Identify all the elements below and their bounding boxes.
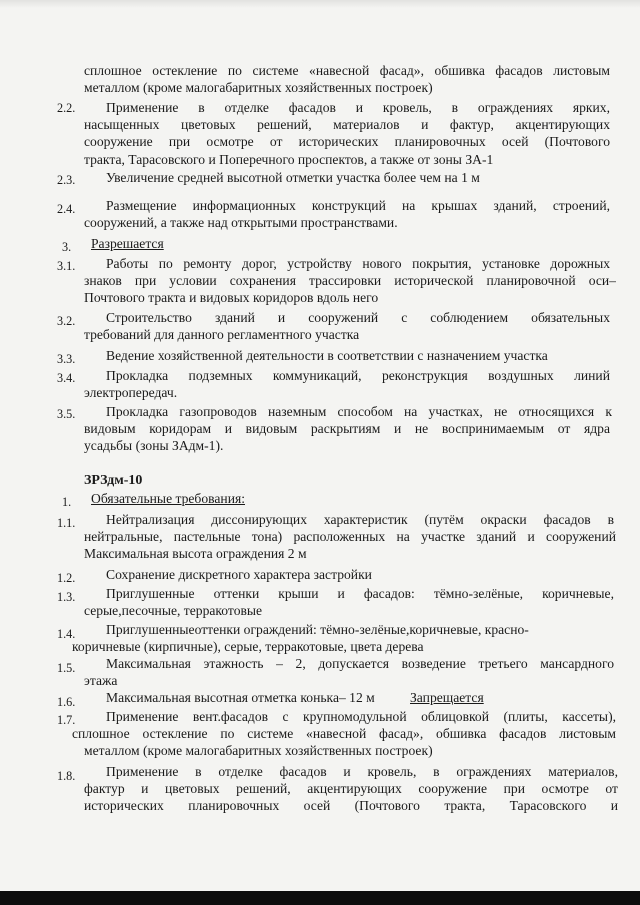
item-number: 2.4. [57, 202, 76, 216]
text-line: насыщенных цветовых решений, материалов и фактур, акцентирующих [84, 117, 610, 132]
item-number: 3.2. [57, 314, 76, 328]
text-line: требований для данного регламентного участка [84, 327, 360, 342]
text-line: Применение в отделке фасадов и кровель, в ограждениях материалов, [106, 764, 618, 779]
text-line: этажа [84, 673, 118, 688]
text-line: коричневые (кирпичные), серые, терракотовые, цвета дерева [72, 639, 424, 654]
inline-heading-prohibited: Запрещается [410, 690, 484, 705]
item-number: 3. [62, 240, 72, 254]
text-line: серые,песочные, терракотовые [84, 603, 263, 618]
text-line: Максимальная высота ограждения 2 м [84, 546, 307, 561]
text-line: сооружение при осмотре от исторических планировочных осей (Почтового [84, 134, 610, 149]
text-line: знаков при условии сохранения трассировки исторической планировочной оси– [84, 273, 616, 288]
item-number: 2.2. [57, 101, 76, 115]
item-number: 3.4. [57, 371, 76, 385]
text-line: Строительство зданий и сооружений с соблюдением обязательных [106, 310, 610, 325]
item-number: 1. [62, 495, 72, 509]
text-line: нейтральные, пастельные тона) расположенных на участке зданий и сооружений [84, 529, 616, 544]
text-line: Прокладка газопроводов наземным способом на участках, не относящихся к [106, 404, 612, 419]
text-line: Ведение хозяйственной деятельности в соответствии с назначением участка [106, 348, 548, 363]
text-line: видовым коридорам и видовым раскрытиям и не воспринимаемым от ядра [84, 421, 610, 436]
item-number: 1.4. [57, 627, 76, 641]
text-line: Максимальная этажность – 2, допускается возведение третьего мансардного [106, 656, 614, 671]
zone-heading: ЗРЗдм-10 [84, 473, 143, 488]
item-number: 1.7. [57, 713, 76, 727]
item-number: 1.5. [57, 661, 76, 675]
item-number: 1.1. [57, 516, 76, 530]
text-line: электропередач. [84, 385, 178, 400]
text-line: Применение в отделке фасадов и кровель, в ограждениях ярких, [106, 100, 610, 115]
text-line: фактур и цветовых решений, акцентирующих сооружение при осмотре от [84, 781, 618, 796]
text-line: Приглушенныеоттенки ограждений: тёмно-зелёные,коричневые, красно- [106, 622, 529, 637]
text-line: Применение вент.фасадов с крупномодульной облицовкой (плиты, кассеты), [106, 709, 616, 724]
item-number: 1.3. [57, 590, 76, 604]
section-heading-allowed: Разрешается [91, 236, 164, 251]
text-line: Максимальная высотная отметка конька– 12 м [106, 690, 375, 705]
text-line: Почтового тракта и видовых коридоров вдоль него [84, 290, 379, 305]
text-line: Нейтрализация диссонирующих характеристик (путём окраски фасадов в [106, 512, 614, 527]
text-line: сплошное остекление по системе «навесной фасад», обшивка фасадов листовым [84, 63, 610, 78]
text-line: Приглушенные оттенки крыши и фасадов: тёмно-зелёные, коричневые, [106, 586, 614, 601]
item-number: 1.2. [57, 571, 76, 585]
item-number: 1.8. [57, 769, 76, 783]
item-number: 2.3. [57, 173, 76, 187]
text-line: тракта, Тарасовского и Поперечного проспектов, а также от зоны ЗА-1 [84, 152, 494, 167]
text-line: Увеличение средней высотной отметки участка более чем на 1 м [106, 170, 480, 185]
section-heading-requirements: Обязательные требования: [91, 491, 245, 506]
text-line: Работы по ремонту дорог, устройству нового покрытия, установке дорожных [106, 256, 610, 271]
item-number: 3.3. [57, 352, 76, 366]
text-line: усадьбы (зоны ЗАдм-1). [84, 438, 224, 453]
item-number: 1.6. [57, 695, 76, 709]
text-line: исторических планировочных осей (Почтового тракта, Тарасовского и [84, 798, 618, 813]
item-number: 3.5. [57, 407, 76, 421]
text-line: Размещение информационных конструкций на крышах зданий, строений, [106, 198, 610, 213]
text-line: Прокладка подземных коммуникаций, реконструкция воздушных линий [106, 368, 610, 383]
text-line: металлом (кроме малогабаритных хозяйственных построек) [84, 743, 433, 758]
item-number: 3.1. [57, 259, 76, 273]
text-line: сооружений, а также над открытыми пространствами. [84, 215, 398, 230]
text-line: металлом (кроме малогабаритных хозяйственных построек) [84, 80, 433, 95]
scan-bottom-edge [0, 891, 640, 905]
scan-top-edge [0, 0, 640, 8]
text-line: Сохранение дискретного характера застройки [106, 567, 372, 582]
text-line: сплошное остекление по системе «навесной фасад», обшивка фасадов листовым [72, 726, 616, 741]
